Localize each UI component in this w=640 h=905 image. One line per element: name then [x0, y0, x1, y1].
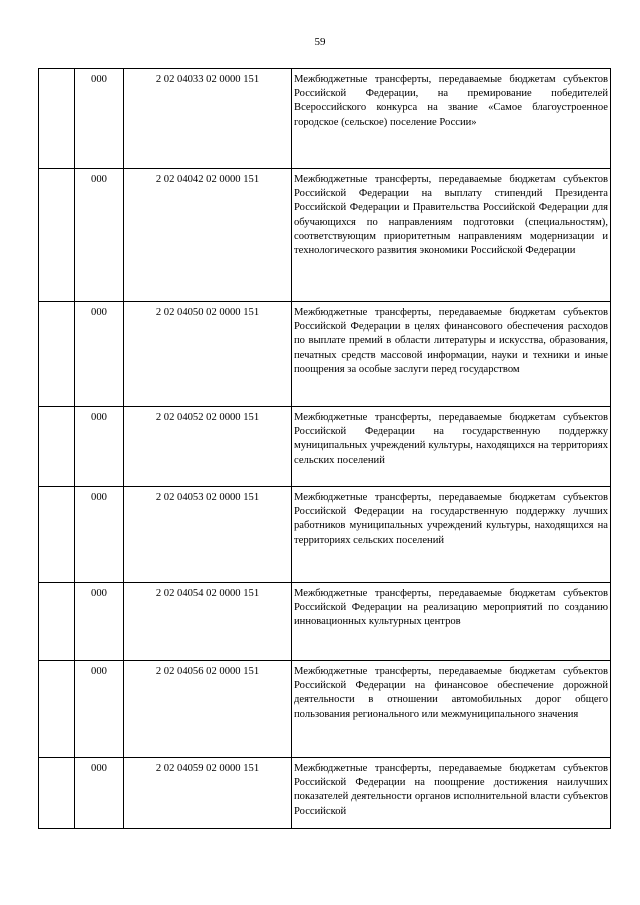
budget-code-cell: 2 02 04042 02 0000 151: [124, 169, 292, 302]
description-cell: Межбюджетные трансферты, передаваемые бюджетам субъектов Российской Федерации на государственную поддержку муниципальных учреждений культуры, находящихся на территориях сельских поселений: [292, 407, 611, 487]
budget-code-cell: 2 02 04059 02 0000 151: [124, 758, 292, 829]
admin-code-cell: 000: [75, 302, 124, 407]
budget-code-cell: 2 02 04054 02 0000 151: [124, 583, 292, 661]
description-cell: Межбюджетные трансферты, передаваемые бюджетам субъектов Российской Федерации в целях финансового обеспечения расходов по выплате премий в области литературы и искусства, образования, печатных средств массовой информации, науки и техники и иные поощрения за особые заслуги перед государством: [292, 302, 611, 407]
admin-code-cell: 000: [75, 69, 124, 169]
table-row: [39, 407, 611, 487]
admin-code-cell: 000: [75, 169, 124, 302]
table-row: [39, 169, 611, 302]
description-cell: Межбюджетные трансферты, передаваемые бюджетам субъектов Российской Федерации на финансовое обеспечение дорожной деятельности в отношении автомобильных дорог общего пользования регионального или межмуниципального значения: [292, 661, 611, 758]
description-cell: Межбюджетные трансферты, передаваемые бюджетам субъектов Российской Федерации, на премирование победителей Всероссийского конкурса на звание «Самое благоустроенное городское (сельское) поселение России»: [292, 69, 611, 169]
budget-code-cell: 2 02 04050 02 0000 151: [124, 302, 292, 407]
empty-cell: [39, 69, 75, 169]
description-cell: Межбюджетные трансферты, передаваемые бюджетам субъектов Российской Федерации на выплату стипендий Президента Российской Федерации и Правительства Российской Федерации для обучающихся по направлениям подготовки (специальностям), соответствующим приоритетным направлениям модернизации и технологического развития экономики Российской Федерации: [292, 169, 611, 302]
table-row: [39, 69, 611, 169]
table-body: [39, 69, 611, 829]
budget-codes-table: [38, 68, 611, 829]
admin-code-cell: 000: [75, 487, 124, 583]
description-cell: [292, 758, 611, 829]
table-row: [39, 661, 611, 758]
empty-cell: [39, 583, 75, 661]
empty-cell: [39, 487, 75, 583]
description-text: Межбюджетные трансферты, передаваемые бюджетам субъектов Российской Федерации на поощрение достижения наилучших показателей деятельности органов исполнительной власти субъектов Российской: [294, 763, 608, 817]
table-row: [39, 583, 611, 661]
page-number: 59: [314, 36, 326, 48]
budget-code-cell: 2 02 04053 02 0000 151: [124, 487, 292, 583]
empty-cell: [39, 661, 75, 758]
admin-code-cell: 000: [75, 758, 124, 829]
empty-cell: [39, 169, 75, 302]
empty-cell: [39, 758, 75, 829]
table-row: [39, 302, 611, 407]
description-cell: Межбюджетные трансферты, передаваемые бюджетам субъектов Российской Федерации на реализацию мероприятий по созданию инновационных культурных центров: [292, 583, 611, 661]
budget-code-cell: 2 02 04033 02 0000 151: [124, 69, 292, 169]
budget-code-cell: 2 02 04056 02 0000 151: [124, 661, 292, 758]
admin-code-cell: 000: [75, 407, 124, 487]
budget-code-cell: 2 02 04052 02 0000 151: [124, 407, 292, 487]
empty-cell: [39, 302, 75, 407]
table-row: [39, 487, 611, 583]
description-cell: Межбюджетные трансферты, передаваемые бюджетам субъектов Российской Федерации на государственную поддержку лучших работников муниципальных учреждений культуры, находящихся на территориях сельских поселений: [292, 487, 611, 583]
empty-cell: [39, 407, 75, 487]
admin-code-cell: 000: [75, 583, 124, 661]
table-row: [39, 758, 611, 829]
admin-code-cell: 000: [75, 661, 124, 758]
